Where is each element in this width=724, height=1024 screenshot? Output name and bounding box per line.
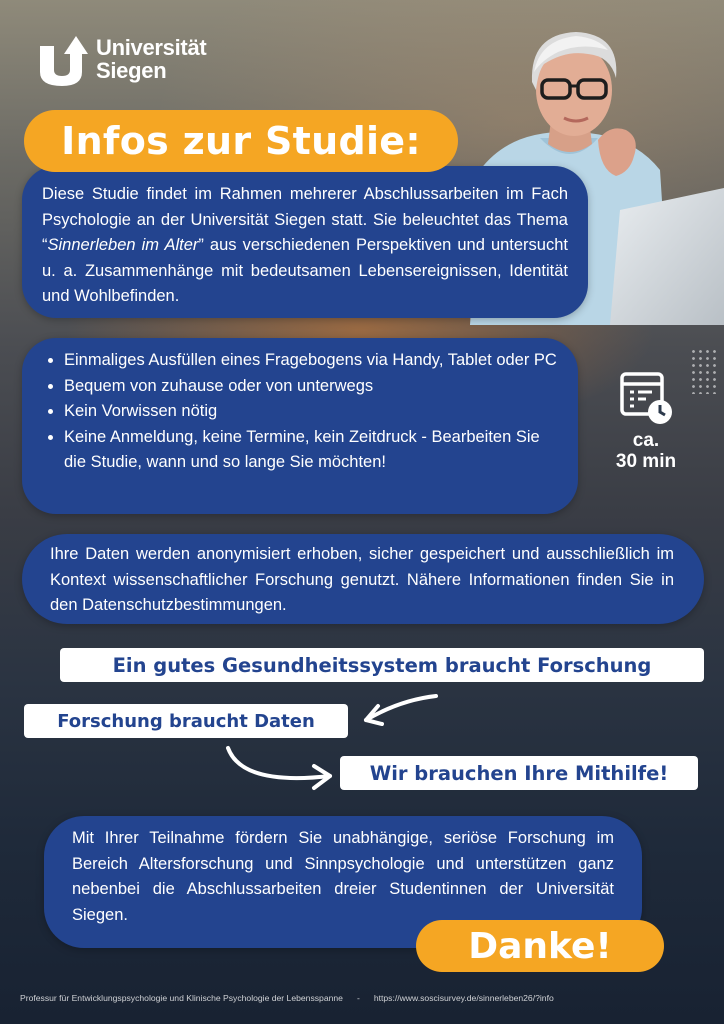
study-features-panel xyxy=(22,338,578,514)
participation-panel: Mit Ihrer Teilnahme fördern Sie unabhängige, seriöse Forschung im Bereich Altersforschung und Sinnpsychologie und unterstützen ganz nebenbei die Abschlussarbeiten dreier Studentinnen der Universität Siegen. xyxy=(44,816,642,948)
duration-prefix: ca. xyxy=(632,430,660,451)
university-name xyxy=(96,36,206,82)
study-topic: Sinnerleben im Alter xyxy=(47,236,199,254)
feature-list xyxy=(44,348,560,476)
university-siegen-logo-icon xyxy=(36,30,90,88)
curved-arrow-right-icon xyxy=(222,742,340,798)
footer xyxy=(20,993,710,1003)
duration-value: 30 min xyxy=(615,451,677,472)
slogan-research-needed: Ein gutes Gesundheitssystem braucht Forschung xyxy=(60,648,704,682)
feature-item: • Einmaliges Ausfüllen eines Fragebogens via Handy, Tablet oder PC xyxy=(64,348,560,374)
arrow-left-icon xyxy=(356,690,442,730)
decorative-dot-grid xyxy=(690,348,720,394)
footer-separator: - xyxy=(356,993,360,1003)
intro-text-end: ” aus verschiedenen Perspektiven und untersucht u. a. Zusammenhänge mit bedeutsamen Lebensereignissen, Identität und Wohlbefinden. xyxy=(42,236,568,305)
intro-text-start: Diese Studie findet im Rahmen mehrerer Abschlussarbeiten im Fach Psychologie an der Universität Siegen statt. Sie beleuchtet das Thema “ xyxy=(42,185,568,254)
feature-item: • Bequem von zuhause oder von unterwegs xyxy=(64,374,560,400)
feature-item: • Keine Anmeldung, keine Termine, kein Zeitdruck - Bearbeiten Sie die Studie, wann und so lange Sie möchten! xyxy=(64,425,560,476)
university-name-line2: Siegen xyxy=(96,58,167,83)
thanks-badge: Danke! xyxy=(416,920,664,972)
duration-badge xyxy=(598,368,694,472)
university-name-line1: Universität xyxy=(96,35,207,60)
calendar-clock-icon xyxy=(618,368,674,426)
feature-item: • Kein Vorwissen nötig xyxy=(64,399,560,425)
page-title: Infos zur Studie: xyxy=(24,110,458,172)
privacy-panel: Ihre Daten werden anonymisiert erhoben, sicher gespeichert und ausschließlich im Kontext wissenschaftlicher Forschung genutzt. Nähere Informationen finden Sie in den Datenschutzbestimmungen. xyxy=(22,534,704,624)
slogan-help-needed: Wir brauchen Ihre Mithilfe! xyxy=(340,756,698,790)
footer-chair: Professur für Entwicklungspsychologie und Klinische Psychologie der Lebensspanne xyxy=(20,993,343,1003)
study-intro-panel xyxy=(22,166,588,318)
slogan-data-needed: Forschung braucht Daten xyxy=(24,704,348,738)
survey-link[interactable]: https://www.soscisurvey.de/sinnerleben26/?info xyxy=(373,993,554,1003)
university-logo xyxy=(36,30,206,88)
